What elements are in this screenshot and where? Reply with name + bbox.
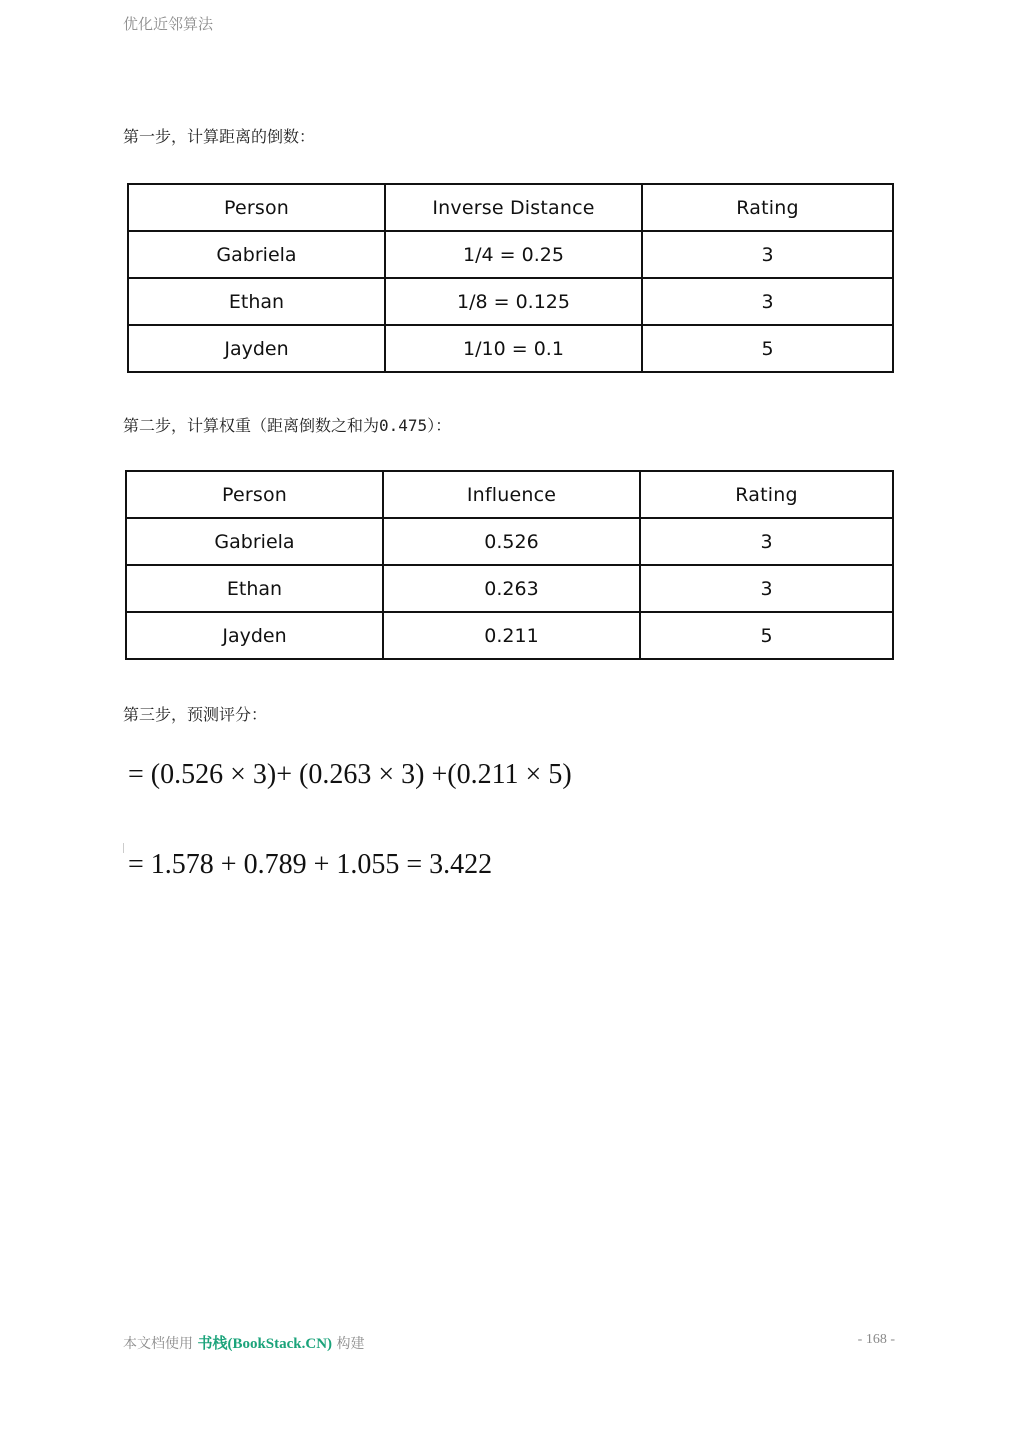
cell-person: Ethan [126, 565, 383, 612]
column-header-influence: Influence [383, 471, 640, 518]
formula-weighted-sum: = (0.526 × 3)+ (0.263 × 3) +(0.211 × 5) [128, 759, 572, 790]
table-row [126, 612, 893, 659]
table-row [126, 565, 893, 612]
page-number: - 168 - [857, 1332, 895, 1347]
step2-sum-value: 0.475 [379, 416, 428, 435]
footer-credit [123, 1332, 365, 1353]
step2-text-suffix: ）： [427, 416, 452, 435]
cell-person: Jayden [128, 325, 385, 372]
step2-text-prefix: 第二步，计算权重（距离倒数之和为 [123, 416, 380, 435]
cell-rating: 3 [642, 278, 893, 325]
influence-table [125, 470, 894, 660]
cell-rating: 5 [642, 325, 893, 372]
column-header-rating: Rating [642, 184, 893, 231]
step1-text: 第一步，计算距离的倒数： [123, 127, 316, 146]
cell-influence: 0.526 [383, 518, 640, 565]
step2-text [123, 413, 451, 436]
cell-inverse-distance: 1/8 = 0.125 [385, 278, 642, 325]
table-row [128, 231, 893, 278]
table-header-row [128, 184, 893, 231]
formula-result: = 1.578 + 0.789 + 1.055 = 3.422 [128, 849, 493, 880]
footer-brand-link[interactable]: 书栈(BookStack.CN) [197, 1336, 333, 1352]
inverse-distance-table [127, 183, 894, 373]
step3-text: 第三步，预测评分： [123, 705, 268, 724]
table-row [126, 518, 893, 565]
cell-person: Jayden [126, 612, 383, 659]
cell-inverse-distance: 1/10 = 0.1 [385, 325, 642, 372]
column-header-person: Person [126, 471, 383, 518]
cell-rating: 3 [640, 518, 893, 565]
cell-influence: 0.263 [383, 565, 640, 612]
cell-person: Gabriela [126, 518, 383, 565]
table-header-row [126, 471, 893, 518]
footer-prefix: 本文档使用 [123, 1336, 198, 1352]
cell-rating: 3 [640, 565, 893, 612]
running-header-title: 优化近邻算法 [123, 15, 214, 33]
column-header-inverse-distance: Inverse Distance [385, 184, 642, 231]
cell-rating: 5 [640, 612, 893, 659]
footer-suffix: 构建 [332, 1336, 365, 1352]
column-header-person: Person [128, 184, 385, 231]
text-cursor-mark [123, 843, 124, 853]
column-header-rating: Rating [640, 471, 893, 518]
cell-person: Gabriela [128, 231, 385, 278]
cell-person: Ethan [128, 278, 385, 325]
table-row [128, 278, 893, 325]
cell-inverse-distance: 1/4 = 0.25 [385, 231, 642, 278]
cell-rating: 3 [642, 231, 893, 278]
cell-influence: 0.211 [383, 612, 640, 659]
table-row [128, 325, 893, 372]
